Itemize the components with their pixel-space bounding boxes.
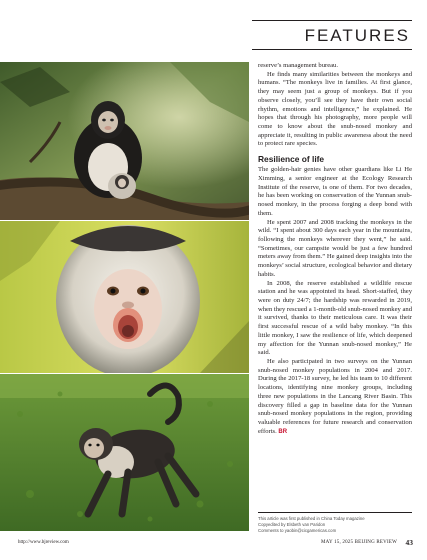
last-paragraph-text: He also participated in two surveys on the Yunnan snub-nosed monkey populations in 2004 and 2017. During the 2017-18 survey, he led his team to 10 different locations, identifying nine monkey groups, including three new populations in the Lancang River Basin. This discovery filled a gap in baseline data for the Yunnan snub-nosed monkey populations in the region, providing valuable references for future research and conservation efforts. xyxy=(258,358,412,435)
section-header xyxy=(252,20,412,50)
article-paragraph: He finds many similarities between the monkeys and humans. “The monkeys live in families. At first glance, they may seem just a group of monkeys. But if you observe closely, you’ll see they have their own social rhythm, emotions and intelligence,” he explained. He hopes that through his photography, more people will come to know about the snub-nosed monkey and appreciate it, resulting in public awareness about the need to protect rare species. xyxy=(258,70,412,148)
article-body xyxy=(258,62,412,492)
footer-issue: MAY 15, 2025 BEIJING REVIEW xyxy=(321,540,397,545)
article-paragraph: In 2008, the reserve established a wildlife rescue station and he was appointed its head. Short-staffed, they were on duty 24/7; the hardship was rewarded in 2019, when they rescued a 1-month-old snub-nosed monkey and it survived, thanks to their meticulous care. It was their first successful rescue of a wild baby monkey. “In this little monkey, I saw the resilience of life, which deepened my affection for the Yunnan snub-nosed monkey,” He said. xyxy=(258,279,413,357)
photo-monkey-on-grass xyxy=(0,374,249,531)
header-rule-bottom xyxy=(252,49,412,51)
page-number: 43 xyxy=(405,538,413,547)
header-rule-top xyxy=(252,20,412,21)
article-subhead: Resilience of life xyxy=(258,154,325,165)
article-paragraph: The golden-hair genies have other guardians like Li He Ximming, a senior engineer at the Ecology Research Institute of the reserve, is one of them. For two decades, he has been working on conservation of the Yunnan snub-nosed monkey, in the process forging a deep bond with them. xyxy=(258,166,412,217)
article-credits xyxy=(258,512,412,534)
footer-url[interactable]: http://www.bjreview.com xyxy=(18,540,69,545)
page-footer xyxy=(18,537,413,549)
article-paragraph-last xyxy=(258,358,412,436)
section-title: FEATURES xyxy=(304,26,410,45)
photo-monkey-with-baby xyxy=(0,62,249,220)
photo-monkey-face-closeup xyxy=(0,221,249,373)
article-paragraph: reserve’s management bureau. xyxy=(258,62,339,69)
credit-line-comments: Comments to yaobin@cicgamericas.com xyxy=(258,528,337,533)
credit-line-copyeditor: Copyedited by Elsbeth van Paridon xyxy=(258,522,326,527)
end-mark: BR xyxy=(278,428,288,435)
article-paragraph: He spent 2007 and 2008 tracking the monkeys in the wild. “I spent about 300 days each year in the mountains, following the monkeys wherever they went,” he said. “Sometimes, our campsite would be just a few hundred meters away from them.” He gained deep insights into the monkeys’ social structure, ecological behavior and dietary habits. xyxy=(258,218,412,278)
credit-line-source: This article was first published in China Today magazine xyxy=(258,516,365,521)
photo-column xyxy=(0,62,249,531)
